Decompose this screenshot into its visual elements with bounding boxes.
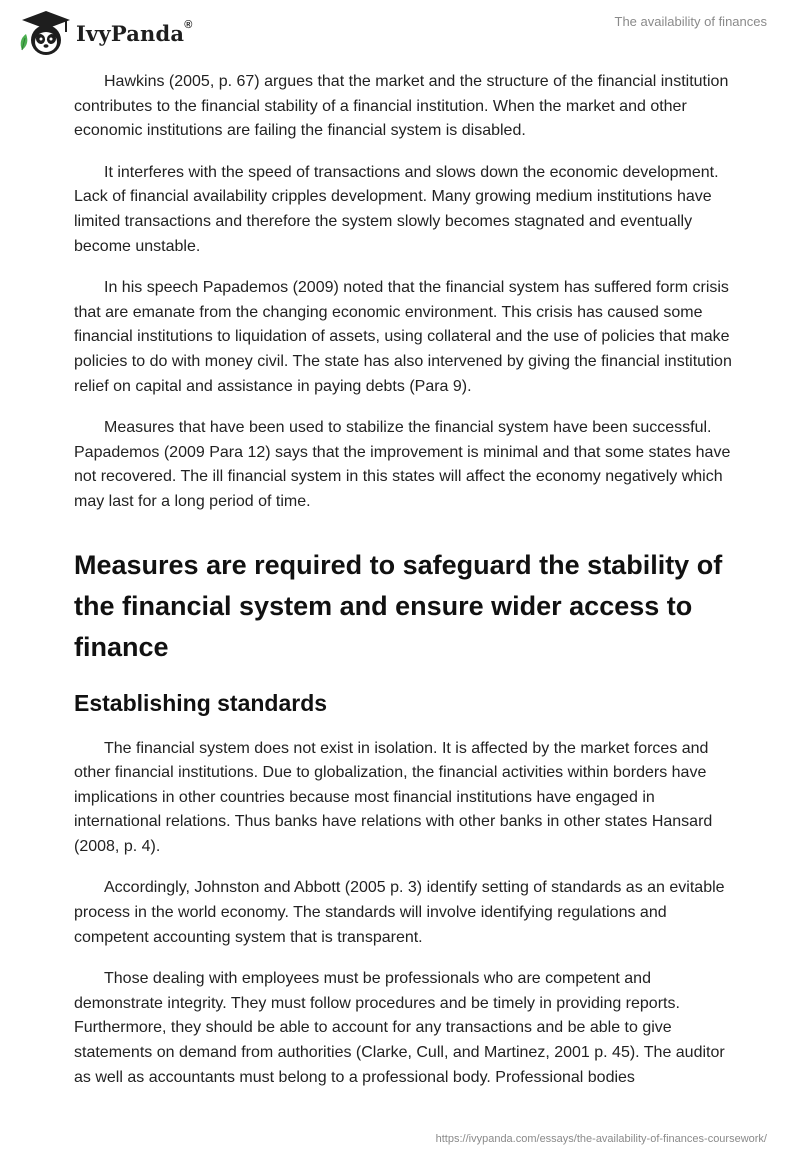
paragraph: Measures that have been used to stabilize the financial system have been successful. Papademos (2009 Para 12) says that the improvement is minimal and that some states have not recovered. The ill financial system in this states will affect the economy negatively which may last for a long period of time. <box>74 419 731 510</box>
brand-name: IvyPanda® <box>76 18 193 46</box>
running-title: The availability of finances <box>614 14 767 29</box>
paragraph: Those dealing with employees must be professionals who are competent and demonstrate integrity. They must follow procedures and be timely in providing reports. Furthermore, they should be able to account for any transactions and be able to give statements on demand from authorities (Clarke, Cull, and Martinez, 2001 p. 45). The auditor as well as accountants must belong to a professional body. Professional bodies <box>74 970 725 1086</box>
paragraph: It interferes with the speed of transactions and slows down the economic development. Lack of financial availability cripples development. Many growing medium institutions have limited transactions and therefore the system slowly becomes stagnated and eventually become unstable. <box>74 163 719 255</box>
subsection-heading: Establishing standards <box>74 689 328 716</box>
essay-body <box>74 70 734 1107</box>
section-heading: Measures are required to safeguard the stability of the financial system and ensure wider access to finance <box>74 549 723 662</box>
paragraph: Hawkins (2005, p. 67) argues that the market and the structure of the financial institution contributes to the financial stability of a financial institution. When the market and other economic institutions are failing the financial system is disabled. <box>74 73 729 140</box>
page-header <box>0 0 800 62</box>
ivypanda-logo[interactable] <box>16 8 193 58</box>
panda-graduate-icon <box>16 8 74 58</box>
source-url[interactable]: https://ivypanda.com/essays/the-availability-of-finances-coursework/ <box>435 1133 767 1145</box>
paragraph: The financial system does not exist in isolation. It is affected by the market forces and other financial institutions. Due to globalization, the financial activities within borders have implications in other countries because most financial institutions have engaged in international relations. Thus banks have relations with other banks in other states Hansard (2008, p. 4). <box>74 739 713 855</box>
paragraph: In his speech Papademos (2009) noted that the financial system has suffered form crisis that are emanate from the changing economic environment. This crisis has caused some financial institutions to liquidation of assets, using collateral and the use of policies that make policies to do with money civil. The state has also intervened by giving the financial institution relief on capital and assistance in paying debts (Para 9). <box>74 279 732 395</box>
paragraph: Accordingly, Johnston and Abbott (2005 p. 3) identify setting of standards as an evitable process in the world economy. The standards will involve identifying regulations and competent accounting system that is transparent. <box>74 879 725 946</box>
